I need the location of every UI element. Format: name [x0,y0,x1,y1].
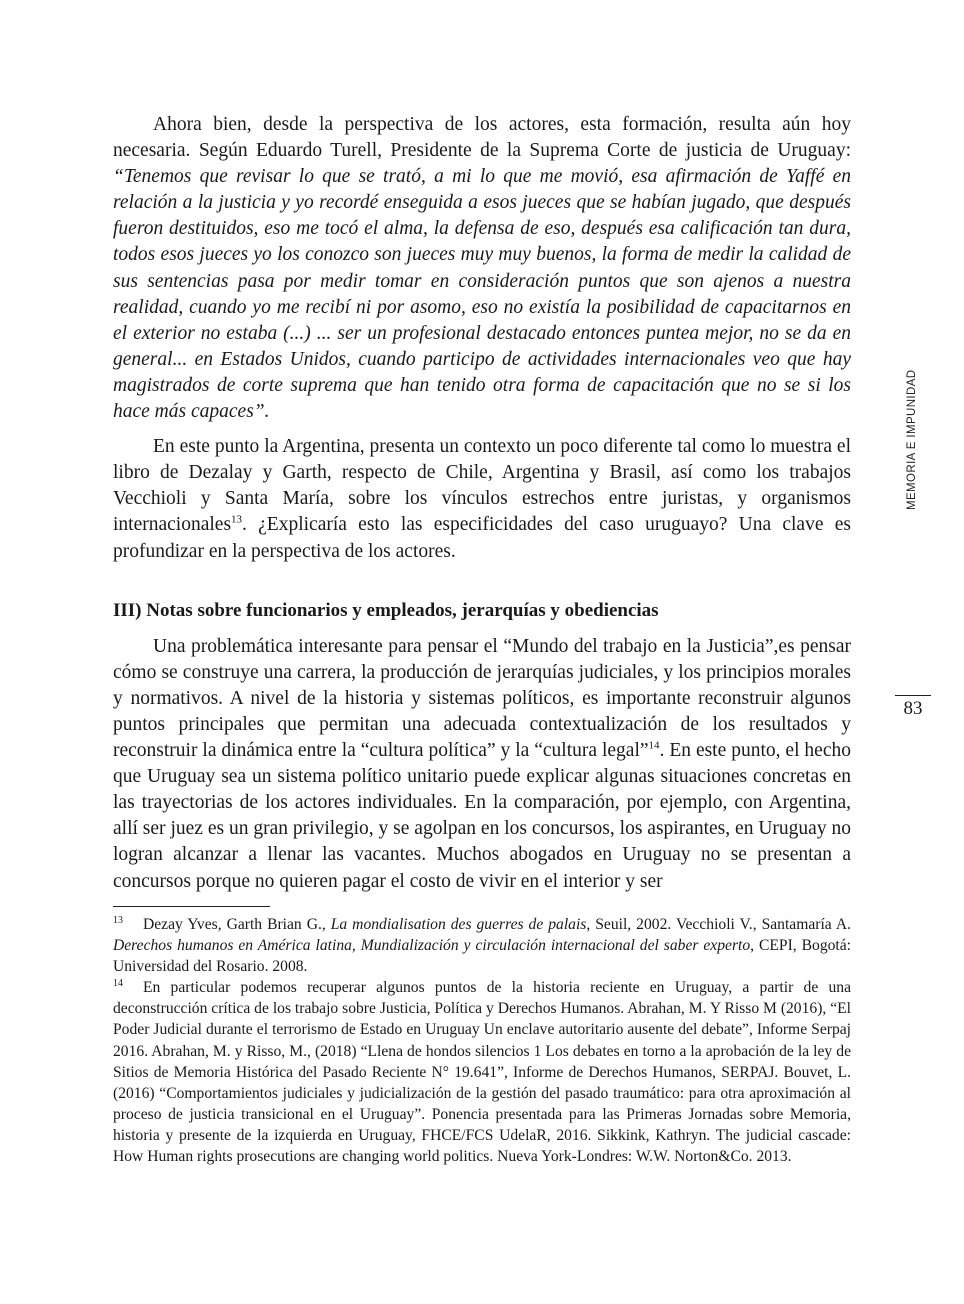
footnote-13-text-a: Dezay Yves, Garth Brian G., [143,916,331,933]
paragraph-1 [113,112,851,425]
running-side-title: MEMORIA E IMPUNIDAD [906,369,918,510]
footnote-13-title-2: Derechos humanos en América latina, Mundialización y circulación internacional del saber experto [113,937,751,955]
main-text [113,112,851,895]
footnote-13-title-1: La mondialisation des guerres de palais [330,916,587,933]
paragraph-1-intro: Ahora bien, desde la perspectiva de los actores, esta formación, resulta aún hoy necesaria. Según Eduardo Turell, Presidente de la Suprema Corte de justicia de Uruguay: [113,114,851,162]
footnote-separator [113,906,270,907]
footnotes [113,914,851,1167]
paragraph-3 [113,634,851,895]
section-heading: III) Notas sobre funcionarios y empleados, jerarquías y obediencias [113,599,659,621]
footnote-13-text-b: , Seuil, 2002. Vecchioli V., Santamaría A. [586,916,852,933]
paragraph-3-text-b: . En este punto, el hecho que Uruguay sea un sistema político unitario puede explicar algunas situaciones concretas en las trayectorias de los actores individuales. En la comparación, por ejemplo, con Argentina, allí ser juez es un gran privilegio, y se agolpan en los concursos, los aspirantes, en Uruguay no logran alcanzar a llenar las vacantes. Muchos abogados en Uruguay no se presentan a concursos porque no quieren pagar el costo de vivir en el interior y ser [113,740,851,892]
footnote-ref-14[interactable]: 14 [648,739,660,752]
paragraph-2 [113,434,851,564]
turell-quote: “Tenemos que revisar lo que se trató, a mi lo que me movió, esa afirmación de Yaffé en relación a la justicia y yo recordé enseguida a esos jueces que se habían jugado, que después fueron destituidos, eso me tocó el alma, la defensa de eso, después esa calificación tan dura, todos esos jueces yo los conozco son jueces muy muy buenos, la forma de medir la calidad de sus sentencias pasa por medir tomar en consideración puntos que son ajenos a nuestra realidad, cuando yo me recibí ni por asomo, eso no existía la posibilidad de capacitarnos en el exterior no estaba (...) ... ser un profesional destacado entonces puntea mejor, no se da en general... en Estados Unidos, cuando participo de actividades internacionales veo que hay magistrados de corte suprema que han tenido otra forma de capacitación que no se si los hace más capaces”. [113,166,851,423]
paragraph-2-text-a: En este punto la Argentina, presenta un contexto un poco diferente tal como lo muestra el libro de Dezalay y Garth, respecto de Chile, Argentina y Brasil, así como los trabajos Vecchioli y Santa María, sobre los vínculos estrechos entre juristas, y organismos internacionales [113,436,851,536]
footnote-ref-13[interactable]: 13 [231,513,243,526]
page-number: 83 [903,698,923,719]
footnote-13: 13 Dezay Yves, Garth Brian G., La mondialisation des guerres de palais, Seuil, 2002. Vecchioli V., Santamaría A. Derechos humanos en América latina, Mundialización y circulación internacional del saber experto, CEPI, Bogotá: Universidad del Rosario. 2008. [113,914,852,976]
footnote-14-text: En particular podemos recuperar algunos puntos de la historia reciente en Uruguay, a partir de una deconstrucción crítica de los trabajo sobre Justicia, Política y Derechos Humanos. Abrahan, M. Y Risso M (2016), “El Poder Judicial durante el terrorismo de Estado en Uruguay Un enclave autoritario ausente del debate”, Informe Serpaj 2016. Abrahan, M. y Risso, M., (2018) “Llena de hondos silencios 1 Los debates en torno a la aprobación de la ley de Sitios de Memoria Histórica del Pasado Reciente N° 19.641”, Informe de Derechos Humanos, SERPAJ. Bouvet, L. (2016) “Comportamientos judiciales y judicialización de la gestión del pasado traumático: para otra aproximación al proceso de justicia transicional en el Uruguay”. Ponencia presentada para las Primeras Jornadas sobre Memoria, historia y presente de la izquierda en Uruguay, FHCE/FCS UdelaR, 2016. Sikkink, Kathryn. The judicial cascade: How Human rights prosecutions are changing world politics. Nueva York-Londres: W.W. Norton&Co. 2013. [113,979,851,1166]
paragraph-2-text-b: . ¿Explicaría esto las especificidades del caso uruguayo? Una clave es profundizar en la perspectiva de los actores. [113,514,851,562]
paragraph-3-text-a: Una problemática interesante para pensar el “Mundo del trabajo en la Justicia”,es pensar cómo se construye una carrera, la producción de jerarquías judiciales, y los principios morales y normativos. A nivel de la historia y sistemas políticos, es importante reconstruir algunos puntos principales que permitan una adecuada contextualización de los resultados y reconstruir la dinámica entre la “cultura política” y la “cultura legal” [113,635,851,762]
footnote-13-text-c: , CEPI, Bogotá: Universidad del Rosario. 2008. [113,937,852,976]
footnote-14: 14 En particular podemos recuperar algunos puntos de la historia reciente en Uruguay, a partir de una deconstrucción crítica de los trabajo sobre Justicia, Política y Derechos Humanos. Abrahan, M. Y Risso M (2016), “El Poder Judicial durante el terrorismo de Estado en Uruguay Un enclave autoritario ausente del debate”, Informe Serpaj 2016. Abrahan, M. y Risso, M., (2018) “Llena de hondos silencios 1 Los debates en torno a la aprobación de la ley de Sitios de Memoria Histórica del Pasado Reciente N° 19.641”, Informe de Derechos Humanos, SERPAJ. Bouvet, L. (2016) “Comportamientos judiciales y judicialización de la gestión del pasado traumático: para otra aproximación al proceso de justicia transicional en el Uruguay”. Ponencia presentada para las Primeras Jornadas sobre Memoria, historia y presente de la izquierda en Uruguay, FHCE/FCS UdelaR, 2016. Sikkink, Kathryn. The judicial cascade: How Human rights prosecutions are changing world politics. Nueva York-Londres: W.W. Norton&Co. 2013. [113,978,851,1166]
page-number-rule [895,695,931,696]
